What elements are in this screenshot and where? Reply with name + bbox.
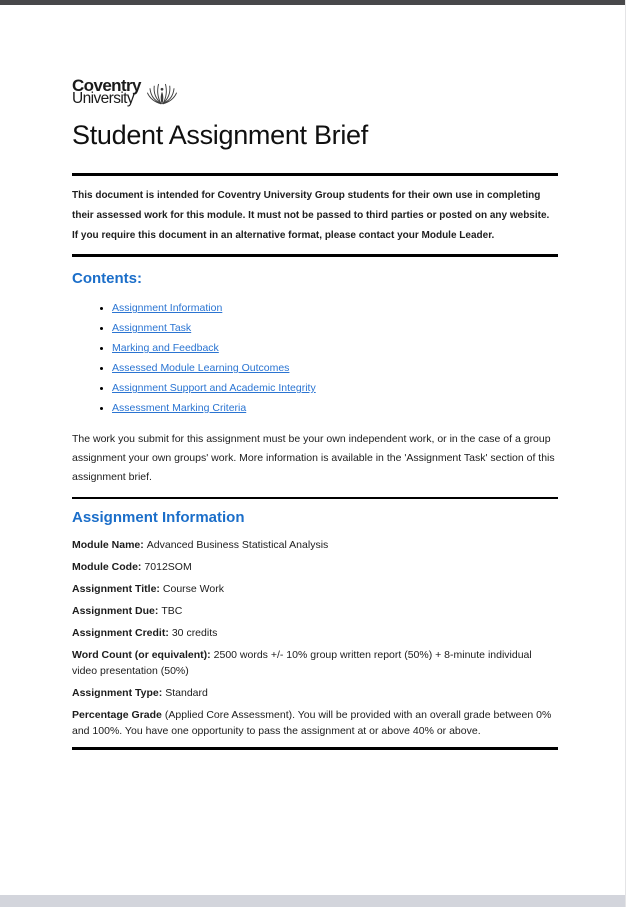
logo-line1: Coventry bbox=[72, 76, 141, 95]
field-label: Module Code: bbox=[72, 561, 142, 573]
field-assignment-title bbox=[72, 581, 558, 597]
link-assessment-marking-criteria[interactable]: Assessment Marking Criteria bbox=[112, 402, 247, 414]
horizontal-rule bbox=[72, 254, 558, 257]
field-assignment-due bbox=[72, 603, 558, 619]
page-body bbox=[0, 5, 626, 750]
field-label: Word Count (or equivalent): bbox=[72, 649, 211, 661]
contents-item bbox=[112, 358, 558, 378]
field-value: Advanced Business Statistical Analysis bbox=[146, 539, 329, 551]
link-assessed-module-learning-outcomes[interactable]: Assessed Module Learning Outcomes bbox=[112, 362, 290, 374]
field-assignment-credit bbox=[72, 625, 558, 641]
confidentiality-notice: This document is intended for Coventry University Group students for their own use in completing their assessed work for this module. It must not be passed to third parties or posted on any website. If you require this document in an alternative format, please contact your Module Leader. bbox=[72, 190, 550, 241]
contents-list bbox=[72, 298, 558, 418]
link-assignment-support-academic-integrity[interactable]: Assignment Support and Academic Integrity bbox=[112, 382, 316, 394]
field-value: 2500 words +/- 10% group written report (50%) + 8-minute individual video presentation (50%) bbox=[72, 649, 532, 677]
field-module-code bbox=[72, 559, 558, 575]
contents-item bbox=[112, 318, 558, 338]
contents-item bbox=[112, 298, 558, 318]
field-value: Standard bbox=[165, 687, 208, 699]
horizontal-rule bbox=[72, 747, 558, 750]
logo-line2: University bbox=[72, 90, 135, 107]
assignment-information-heading: Assignment Information bbox=[72, 509, 245, 526]
logo-wordmark bbox=[72, 77, 141, 107]
contents-item bbox=[112, 398, 558, 418]
assignment-information-fields bbox=[72, 537, 558, 739]
own-work-note: The work you submit for this assignment must be your own independent work, or in the case of a group assignment your own groups' work. More information is available in the 'Assignment Task' section of this assignment brief. bbox=[72, 433, 555, 483]
horizontal-rule bbox=[72, 173, 558, 176]
field-label: Assignment Title: bbox=[72, 583, 160, 595]
field-word-count bbox=[72, 647, 558, 679]
field-value: TBC bbox=[161, 605, 183, 617]
field-label: Assignment Credit: bbox=[72, 627, 169, 639]
field-module-name bbox=[72, 537, 558, 553]
field-value: (Applied Core Assessment). You will be provided with an overall grade between 0% and 100%. You have one opportunity to pass the assignment at or above 40% or above. bbox=[72, 709, 552, 737]
page-title: Student Assignment Brief bbox=[72, 120, 368, 150]
link-marking-and-feedback[interactable]: Marking and Feedback bbox=[112, 342, 219, 354]
coventry-university-logo bbox=[72, 77, 558, 114]
field-label: Module Name: bbox=[72, 539, 144, 551]
field-value: 30 credits bbox=[171, 627, 218, 639]
contents-item bbox=[112, 338, 558, 358]
link-assignment-information[interactable]: Assignment Information bbox=[112, 302, 223, 314]
link-assignment-task[interactable]: Assignment Task bbox=[112, 322, 192, 334]
field-label: Assignment Type: bbox=[72, 687, 163, 699]
contents-item bbox=[112, 378, 558, 398]
contents-heading: Contents: bbox=[72, 270, 142, 287]
field-assignment-type bbox=[72, 685, 558, 701]
page-bottom-gutter bbox=[0, 895, 625, 907]
horizontal-rule bbox=[72, 497, 558, 499]
field-value: 7012SOM bbox=[144, 561, 192, 573]
field-label: Percentage Grade bbox=[72, 709, 162, 721]
field-value: Course Work bbox=[162, 583, 224, 595]
phoenix-emblem-icon bbox=[143, 78, 181, 114]
field-percentage-grade bbox=[72, 707, 558, 739]
field-label: Assignment Due: bbox=[72, 605, 159, 617]
